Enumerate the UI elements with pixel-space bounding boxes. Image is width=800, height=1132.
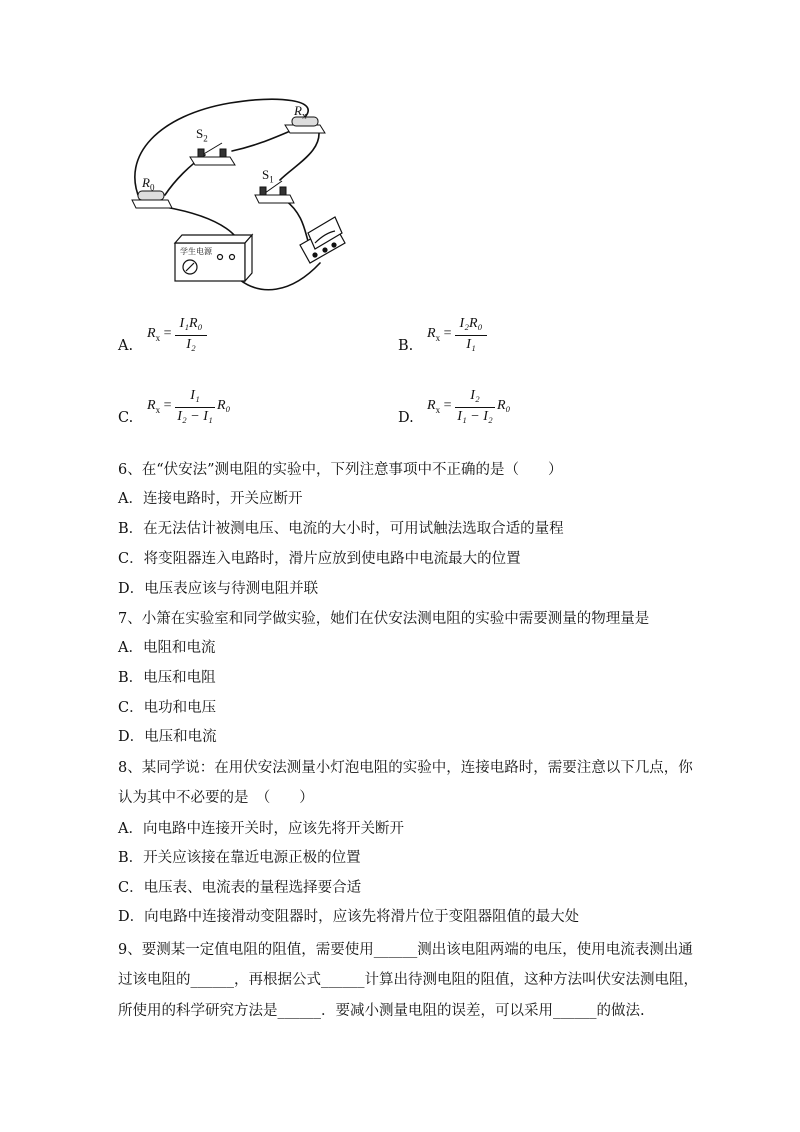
label-r0-sub: 0 [149, 182, 155, 193]
q5-a-numerator: I₁R₀ [179, 316, 203, 331]
q8-option-b: B．开关应该接在靠近电源正极的位置 [118, 850, 361, 866]
switch-s1 [255, 181, 294, 203]
q6-option-c: C．将变阻器连入电路时，滑片应放到使电路中电流最大的位置 [118, 551, 521, 567]
q5-option-a-letter: A. [118, 338, 134, 354]
q5-option-b-lhs: $R_x$ = [427, 326, 452, 343]
q7-option-c: C．电功和电压 [118, 700, 217, 716]
q6-option-d: D．电压表应该与待测电阻并联 [118, 581, 319, 597]
q5-c-lhs-main: R [147, 398, 156, 413]
q5-b-lhs-sub: x [435, 332, 441, 343]
label-s1 [262, 167, 274, 185]
q5-d-lhs-main: R [427, 398, 436, 413]
q8-stem-line1: 8、某同学说：在用伏安法测量小灯泡电阻的实验中，连接电路时，需要注意以下几点，你 [118, 760, 693, 776]
q5-b-numerator: I₂R₀ [459, 316, 483, 331]
label-s1-main: S [262, 167, 270, 182]
wire-s1-meter [285, 200, 310, 247]
q7-stem: 7、小箫在实验室和同学做实验，她们在伏安法测电阻的实验中需要测量的物理量是 [118, 611, 650, 627]
q6-option-b: B．在无法估计被测电压、电流的大小时，可用试触法选取合适的量程 [118, 521, 564, 537]
wire-rx-s1 [280, 127, 319, 180]
label-r0 [142, 175, 154, 193]
ammeter [300, 217, 345, 263]
label-rx [294, 103, 306, 121]
q5-d-denominator: I₁ − I₂ [457, 409, 493, 424]
label-rx-sub: x [301, 110, 307, 121]
q7-option-d: D．电压和电流 [118, 729, 217, 745]
q5-d-lhs-sub: x [435, 404, 441, 415]
q5-option-b-fraction [455, 316, 487, 356]
label-power-supply-text: 学生电源 [180, 247, 212, 256]
power-supply [175, 235, 252, 281]
q5-c-denominator: I₂ − I₁ [177, 409, 213, 424]
q5-c-bar [175, 407, 215, 408]
q7-option-b: B．电压和电阻 [118, 670, 216, 686]
q5-option-d-trail: R₀ [497, 398, 511, 413]
label-rx-main: R [294, 103, 302, 118]
q5-option-c-fraction [175, 388, 215, 428]
q5-a-denominator: I₂ [186, 337, 196, 352]
q5-a-bar [175, 335, 207, 336]
circuit-figure [120, 95, 365, 305]
q5-option-d-fraction [455, 388, 495, 428]
q5-option-d-letter: D. [398, 410, 414, 426]
q5-option-d-lhs: $R_x$ = [427, 398, 452, 415]
q9-line1: 9、要测某一定值电阻的阻值，需要使用______测出该电阻两端的电压，使用电流表测出通 [118, 942, 693, 958]
q8-option-d: D．向电路中连接滑动变阻器时，应该先将滑片位于变阻器阻值的最大处 [118, 909, 580, 925]
q5-c-numerator: I₁ [190, 388, 200, 403]
q5-b-lhs-main: R [427, 326, 436, 341]
label-s1-sub: 1 [269, 174, 274, 185]
q8-stem-line2: 认为其中不必要的是 （ ） [118, 790, 314, 806]
q5-option-a-lhs: $R_x$ = [147, 326, 172, 343]
q5-option-c-letter: C. [118, 410, 134, 426]
q5-c-lhs-sub: x [155, 404, 161, 415]
q6-option-a: A．连接电路时，开关应断开 [118, 491, 303, 507]
q7-option-a: A．电阻和电流 [118, 640, 216, 656]
label-s2-sub: 2 [203, 133, 208, 144]
q8-option-a: A．向电路中连接开关时，应该先将开关断开 [118, 821, 404, 837]
q5-option-c-trail: R₀ [217, 398, 231, 413]
q5-b-denominator: I₁ [466, 337, 476, 352]
q8-option-c: C．电压表、电流表的量程选择要合适 [118, 880, 362, 896]
q5-option-c-lhs: $R_x$ = [147, 398, 172, 415]
q6-stem: 6、在“伏安法”测电阻的实验中，下列注意事项中不正确的是（ ） [118, 462, 563, 478]
q5-option-a-fraction [175, 316, 207, 356]
label-s2 [196, 126, 208, 144]
q9-line2: 过该电阻的______，再根据公式______计算出待测电阻的阻值，这种方法叫伏安法测电阻， [118, 972, 698, 988]
switch-s2 [190, 143, 235, 165]
q5-a-lhs-main: R [147, 326, 156, 341]
q5-d-numerator: I₂ [470, 388, 480, 403]
label-r0-main: R [142, 175, 150, 190]
q5-a-lhs-sub: x [155, 332, 161, 343]
label-power-supply [180, 246, 212, 257]
q5-b-bar [455, 335, 487, 336]
q5-option-b-letter: B. [398, 338, 414, 354]
q5-d-bar [455, 407, 495, 408]
label-s2-main: S [196, 126, 204, 141]
q9-line3: 所使用的科学研究方法是______．要减小测量电阻的误差，可以采用______的做法. [118, 1003, 645, 1019]
